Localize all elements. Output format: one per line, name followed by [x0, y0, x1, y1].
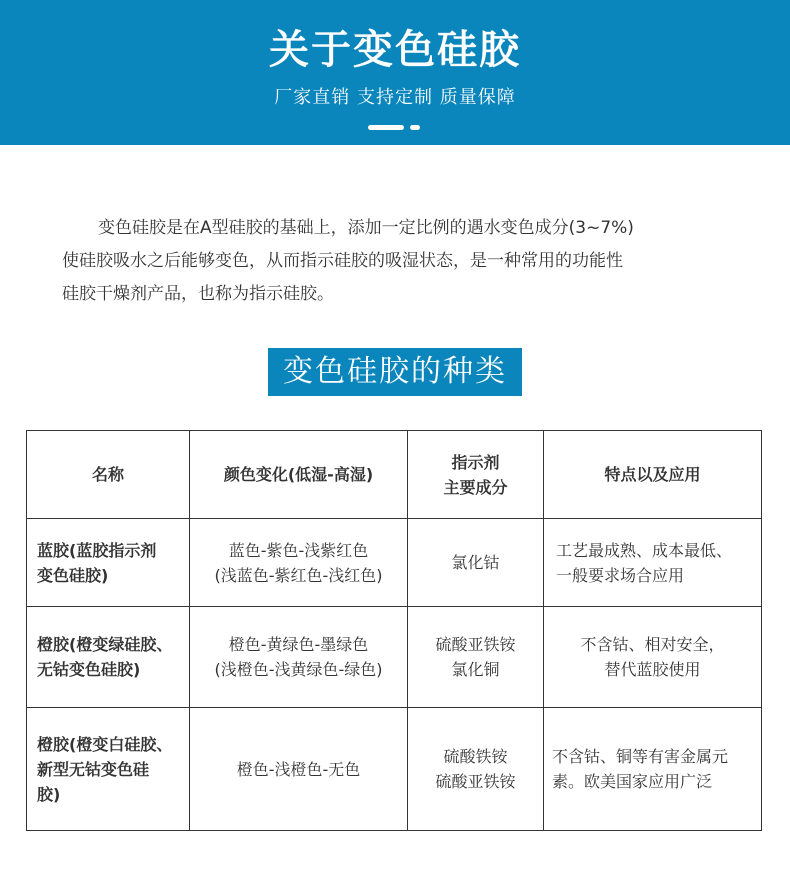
cell-feature — [544, 708, 762, 831]
cell-text: 无钴变色硅胶) — [37, 660, 141, 679]
cell-indicator — [408, 607, 544, 708]
header-features — [544, 431, 762, 519]
header-text: 特点以及应用 — [604, 465, 701, 484]
title-decoration-dot — [410, 125, 420, 130]
silica-gel-types-table — [26, 430, 762, 831]
cell-text: 硫酸亚铁铵 — [435, 635, 516, 654]
page-title: 关于变色硅胶 — [269, 27, 521, 73]
cell-text: 替代蓝胶使用 — [604, 660, 701, 679]
header-color-change — [190, 431, 408, 519]
intro-line: 使硅胶吸水之后能够变色，从而指示硅胶的吸湿状态，是一种常用的功能性 — [62, 251, 623, 271]
cell-text: 氯化铜 — [451, 660, 500, 679]
cell-text: 胶) — [37, 784, 61, 804]
cell-text: 橙色-浅橙色-无色 — [236, 759, 361, 779]
intro-line: 变色硅胶是在A型硅胶的基础上，添加一定比例的遇水变色成分(3~7%) — [98, 218, 634, 238]
intro-line: 硅胶干燥剂产品，也称为指示硅胶。 — [62, 284, 334, 304]
table-row — [27, 519, 762, 607]
page-subtitle: 厂家直销 支持定制 质量保障 — [274, 87, 516, 108]
header-name — [27, 431, 190, 519]
cell-text: 不含钴、相对安全， — [580, 635, 725, 654]
cell-text: 橙色-黄绿色-墨绿色 — [228, 635, 369, 654]
cell-text: (浅橙色-浅黄绿色-绿色) — [214, 660, 383, 679]
header-text: 指示剂 — [451, 452, 500, 472]
cell-color — [190, 607, 408, 708]
cell-text: 不含钴、铜等有害金属元 — [552, 747, 729, 766]
cell-text: 蓝胶(蓝胶指示剂 — [37, 540, 157, 560]
cell-color — [190, 708, 408, 831]
cell-text: 蓝色-紫色-浅紫红色 — [228, 540, 369, 560]
cell-indicator — [408, 519, 544, 607]
header-text: 颜色变化(低湿-高湿) — [223, 465, 374, 484]
header-text: 主要成分 — [443, 477, 508, 497]
cell-text: 工艺最成熟、成本最低、 — [556, 540, 733, 560]
cell-feature — [544, 607, 762, 708]
table-row — [27, 607, 762, 708]
cell-feature — [544, 519, 762, 607]
cell-text: 新型无钴变色硅 — [37, 759, 150, 779]
table-row — [27, 708, 762, 831]
cell-text: (浅蓝色-紫红色-浅红色) — [214, 565, 383, 585]
title-decoration-bar — [368, 125, 404, 130]
cell-text: 素。欧美国家应用广泛 — [552, 772, 713, 791]
cell-indicator — [408, 708, 544, 831]
cell-text: 硫酸铁铵 — [443, 747, 508, 766]
header-indicator — [408, 431, 544, 519]
cell-text: 橙胶(橙变绿硅胶、 — [37, 635, 173, 654]
intro-paragraph — [62, 212, 742, 311]
cell-name — [27, 708, 190, 831]
cell-name — [27, 519, 190, 607]
table-header-row — [27, 431, 762, 519]
cell-text: 硫酸亚铁铵 — [435, 772, 516, 791]
cell-text: 变色硅胶) — [37, 565, 109, 585]
header-text: 名称 — [91, 465, 124, 484]
section-title: 变色硅胶的种类 — [268, 348, 522, 396]
cell-text: 氯化钴 — [451, 553, 500, 572]
header-banner — [0, 0, 790, 145]
cell-text: 一般要求场合应用 — [556, 565, 685, 585]
cell-color — [190, 519, 408, 607]
cell-text: 橙胶(橙变白硅胶、 — [37, 734, 173, 754]
cell-name — [27, 607, 190, 708]
